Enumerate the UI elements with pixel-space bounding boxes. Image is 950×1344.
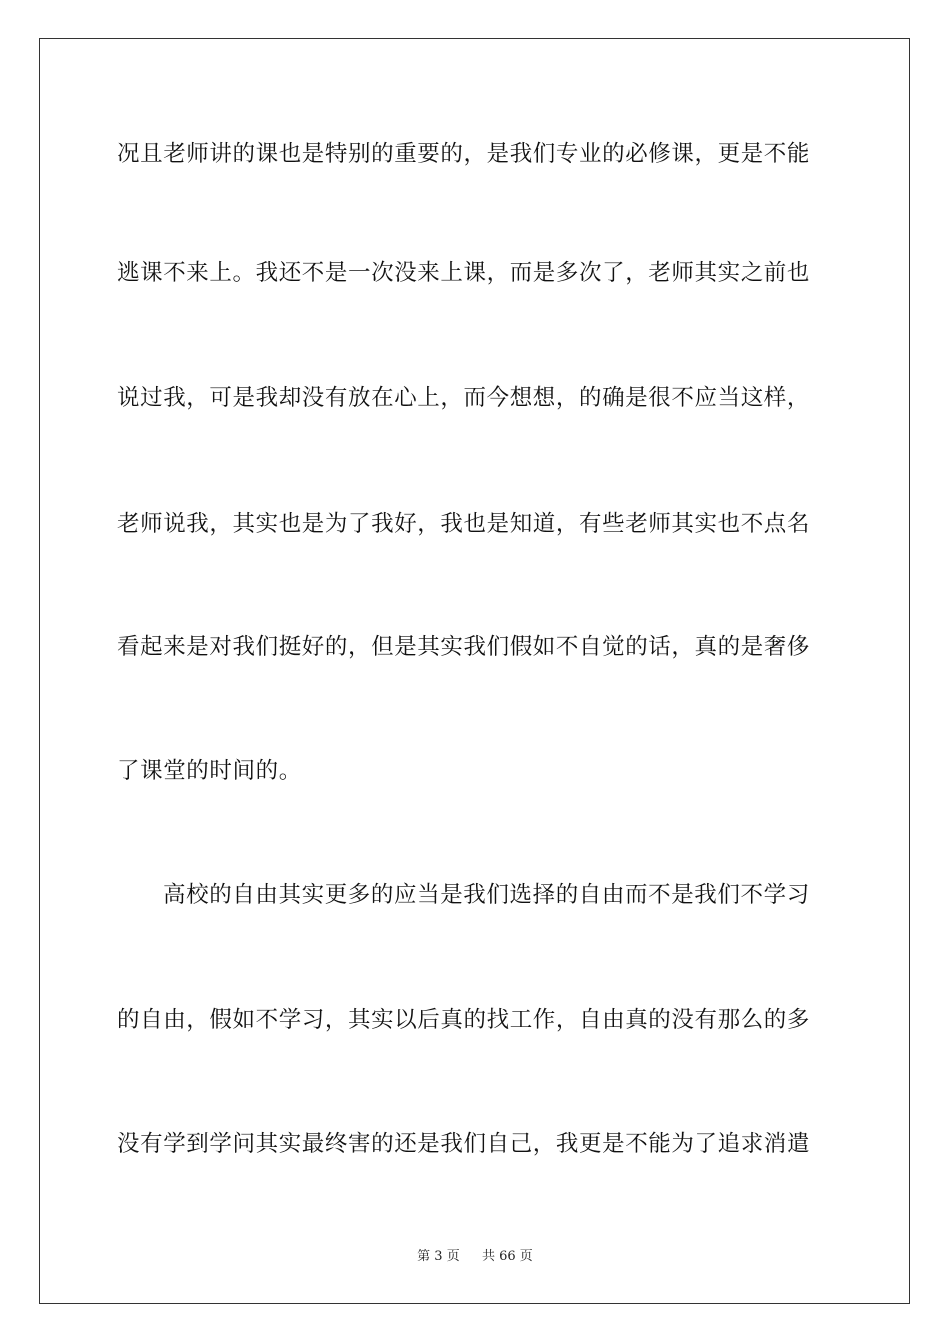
total-pages: 共 66 页 <box>482 1249 533 1264</box>
text-line-9: 没有学到学问其实最终害的还是我们自己，我更是不能为了追求消遣 <box>117 1131 811 1157</box>
text-line-1: 况且老师讲的课也是特别的重要的，是我们专业的必修课，更是不能 <box>117 141 811 167</box>
text-line-2: 逃课不来上。我还不是一次没来上课，而是多次了，老师其实之前也 <box>117 260 811 286</box>
text-line-6: 了课堂的时间的。 <box>117 758 302 784</box>
paragraph-start-line: 高校的自由其实更多的应当是我们选择的自由而不是我们不学习 <box>163 882 810 908</box>
text-line-3: 说过我，可是我却没有放在心上，而今想想，的确是很不应当这样， <box>117 385 811 411</box>
text-line-5: 看起来是对我们挺好的，但是其实我们假如不自觉的话，真的是奢侈 <box>117 634 811 660</box>
page-border <box>39 38 910 1304</box>
page-number: 第 3 页 <box>417 1249 460 1264</box>
text-line-4: 老师说我，其实也是为了我好，我也是知道，有些老师其实也不点名 <box>117 511 811 537</box>
text-line-8: 的自由，假如不学习，其实以后真的找工作，自由真的没有那么的多 <box>117 1007 811 1033</box>
page-footer <box>0 1248 950 1266</box>
